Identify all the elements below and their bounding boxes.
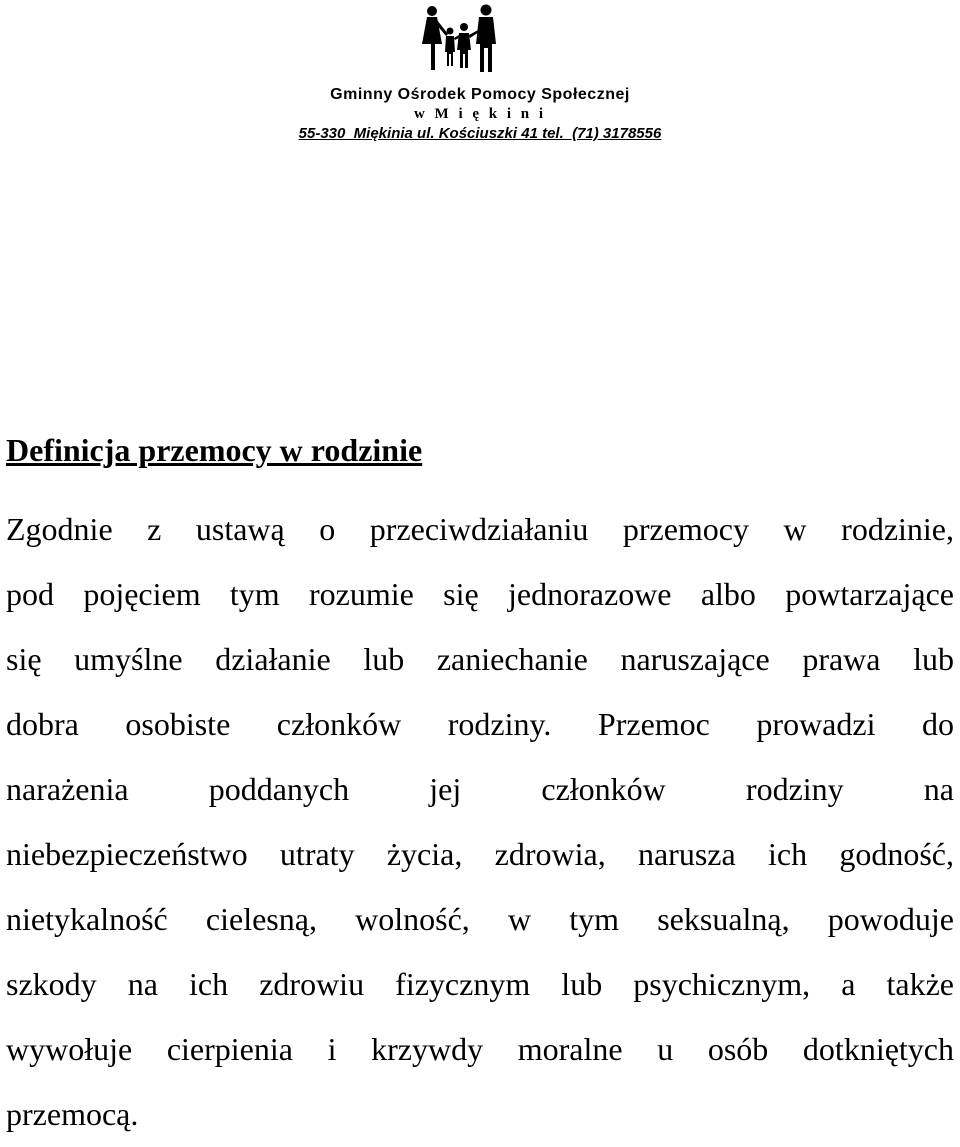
organization-name: Gminny Ośrodek Pomocy Społecznej	[330, 86, 630, 103]
paragraph-line: się umyślne działanie lub zaniechanie naruszające prawa lub	[6, 641, 954, 677]
paragraph-line: szkody na ich zdrowiu fizycznym lub psychicznym, a także	[6, 966, 954, 1002]
family-silhouette-icon	[416, 4, 502, 74]
paragraph-line: niebezpieczeństwo utraty życia, zdrowia, narusza ich godność,	[6, 836, 954, 872]
paragraph-line: pod pojęciem tym rozumie się jednorazowe albo powtarzające	[6, 576, 954, 612]
definition-paragraph	[6, 497, 954, 1147]
paragraph-line: dobra osobiste członków rodziny. Przemoc prowadzi do	[6, 706, 954, 742]
paragraph-line: nietykalność cielesną, wolność, w tym seksualną, powoduje	[6, 901, 954, 937]
document-heading: Definicja przemocy w rodzinie	[6, 432, 423, 468]
paragraph-line: wywołuje cierpienia i krzywdy moralne u osób dotkniętych	[6, 1031, 954, 1067]
paragraph-line: narażenia poddanych jej członków rodziny na	[6, 771, 954, 807]
paragraph-line: przemocą.	[6, 1096, 139, 1132]
organization-town: w M i ę k i n i	[413, 106, 547, 122]
organization-address: 55-330 Miękinia ul. Kościuszki 41 tel. (71) 3178556	[298, 125, 662, 142]
paragraph-line: Zgodnie z ustawą o przeciwdziałaniu przemocy w rodzinie,	[6, 511, 954, 547]
